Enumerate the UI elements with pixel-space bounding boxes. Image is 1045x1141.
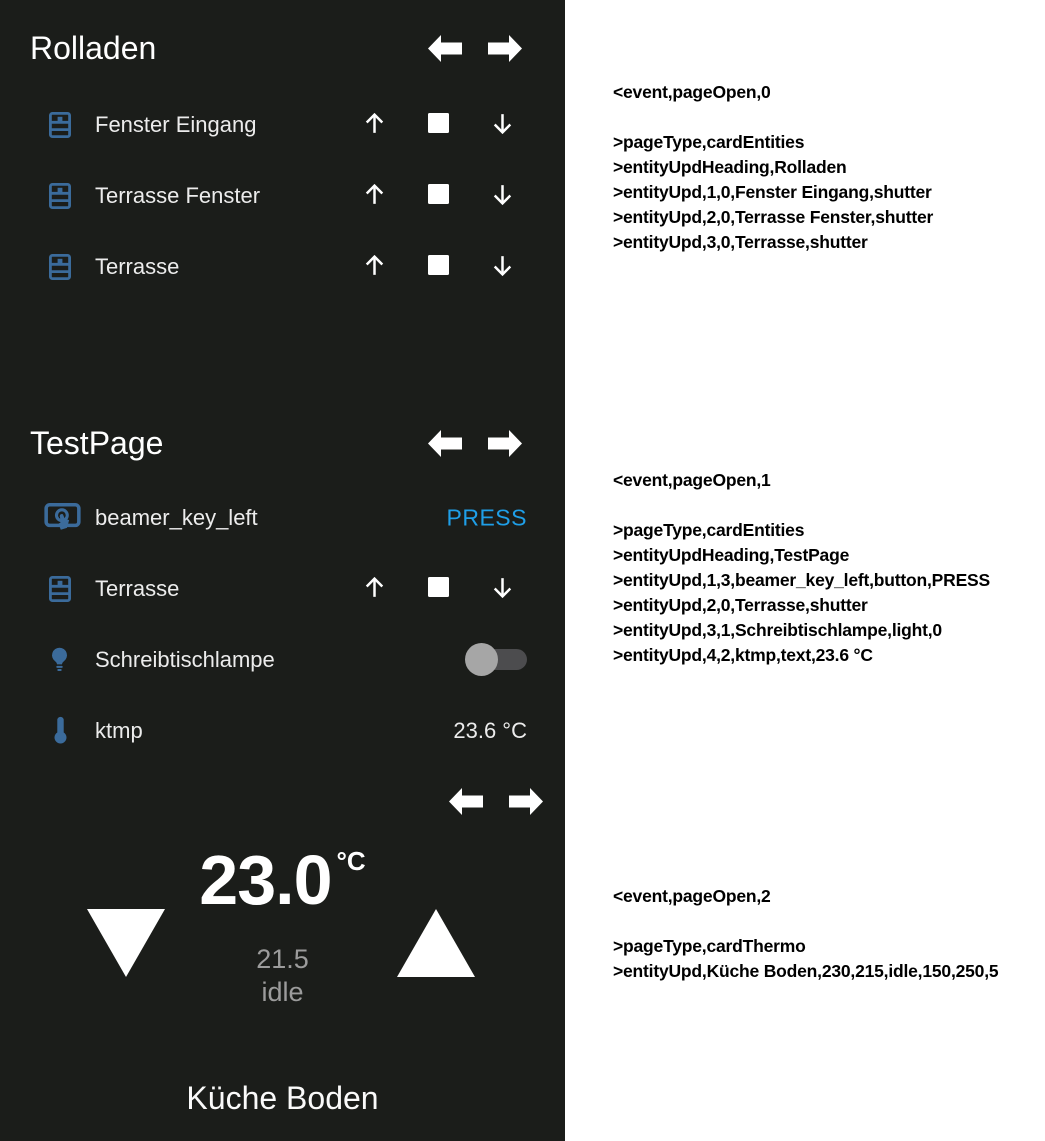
protocol-line: >entityUpd,2,0,Terrasse Fenster,shutter [613,207,934,227]
shutter-up-button[interactable] [360,182,388,210]
protocol-line [613,493,990,518]
page-nav [426,33,524,64]
page-nav [447,786,545,817]
next-page-button[interactable] [486,428,524,459]
shutter-down-button[interactable] [488,575,516,603]
entity-list-rolladen [0,89,565,302]
shutter-up-button[interactable] [360,575,388,603]
shutter-stop-button[interactable] [424,182,452,210]
entity-label: beamer_key_left [95,504,258,530]
shutter-icon [48,110,72,139]
temperature-unit: °C [336,846,366,876]
protocol-block-page1 [613,468,990,668]
thermometer-icon [52,715,69,746]
shutter-controls [360,89,516,160]
shutter-stop-button[interactable] [424,111,452,139]
entity-row-terrasse [0,553,565,624]
current-temperature [0,841,565,919]
shutter-controls [360,231,516,302]
arrow-down-icon [489,110,516,140]
protocol-line: >pageType,cardThermo [613,936,806,956]
arrow-down-icon [489,252,516,282]
protocol-line: <event,pageOpen,0 [613,82,771,102]
protocol-line: >entityUpd,Küche Boden,230,215,idle,150,250,5 [613,961,999,981]
hvac-state: idle [261,977,304,1007]
prev-page-button[interactable] [447,786,485,817]
protocol-line: >pageType,cardEntities [613,132,805,152]
protocol-line: >entityUpd,3,0,Terrasse,shutter [613,232,868,252]
shutter-up-button[interactable] [360,253,388,281]
protocol-line: >entityUpd,4,2,ktmp,text,23.6 °C [613,645,873,665]
protocol-line: >entityUpd,3,1,Schreibtischlampe,light,0 [613,620,942,640]
entity-row-ktmp [0,695,565,766]
prev-page-button[interactable] [426,33,464,64]
entity-value: 23.6 °C [453,717,527,743]
entity-row-fenster-eingang [0,89,565,160]
protocol-line: >pageType,cardEntities [613,520,805,540]
next-page-button[interactable] [507,786,545,817]
shutter-icon [48,574,72,603]
entity-label: Fenster Eingang [95,111,257,137]
tap-button-icon [44,502,81,533]
shutter-icon [48,181,72,210]
shutter-stop-button[interactable] [424,575,452,603]
protocol-block-page0 [613,80,933,255]
protocol-block-page2 [613,884,998,984]
entity-row-terrasse-fenster [0,160,565,231]
entity-label: Terrasse Fenster [95,182,261,208]
protocol-line: <event,pageOpen,1 [613,470,771,490]
stop-square-icon [428,255,449,278]
entity-label: Schreibtischlampe [95,646,275,672]
protocol-line [613,909,998,934]
arrow-left-icon [426,33,464,64]
page-title: TestPage [30,425,164,461]
entity-list-testpage [0,482,565,766]
arrow-down-icon [489,181,516,211]
page-nav [426,428,524,459]
prev-page-button[interactable] [426,428,464,459]
entity-label: Terrasse [95,253,180,279]
protocol-line: >entityUpd,1,0,Fenster Eingang,shutter [613,182,932,202]
thermostat-name: Küche Boden [186,1080,379,1116]
press-button[interactable]: PRESS [446,504,527,530]
shutter-down-button[interactable] [488,111,516,139]
toggle-knob [465,643,498,676]
arrow-right-icon [486,33,524,64]
arrow-left-icon [426,428,464,459]
shutter-down-button[interactable] [488,253,516,281]
entity-row-beamer-key-left [0,482,565,553]
shutter-controls [360,160,516,231]
protocol-line: >entityUpdHeading,Rolladen [613,157,847,177]
next-page-button[interactable] [486,33,524,64]
entity-label: ktmp [95,717,143,743]
shutter-controls [360,553,516,624]
arrow-right-icon [507,786,545,817]
shutter-down-button[interactable] [488,182,516,210]
protocol-line [613,105,933,130]
shutter-up-button[interactable] [360,111,388,139]
target-temperature: 21.5 [256,944,309,974]
entity-row-schreibtischlampe [0,624,565,695]
stop-square-icon [428,113,449,136]
page-title: Rolladen [30,30,157,66]
lightbulb-icon [47,646,72,674]
protocol-line: >entityUpd,2,0,Terrasse,shutter [613,595,868,615]
current-temperature-value: 23.0 [199,841,332,919]
arrow-left-icon [447,786,485,817]
stop-square-icon [428,184,449,207]
stop-square-icon [428,577,449,600]
shutter-stop-button[interactable] [424,253,452,281]
protocol-line: >entityUpd,1,3,beamer_key_left,button,PRESS [613,570,990,590]
arrow-up-icon [361,574,388,604]
arrow-right-icon [486,428,524,459]
arrow-up-icon [361,110,388,140]
protocol-line: >entityUpdHeading,TestPage [613,545,850,565]
entity-label: Terrasse [95,575,180,601]
light-toggle[interactable] [465,643,527,677]
arrow-up-icon [361,181,388,211]
arrow-down-icon [489,574,516,604]
protocol-line: <event,pageOpen,2 [613,886,771,906]
entity-row-terrasse [0,231,565,302]
arrow-up-icon [361,252,388,282]
shutter-icon [48,252,72,281]
